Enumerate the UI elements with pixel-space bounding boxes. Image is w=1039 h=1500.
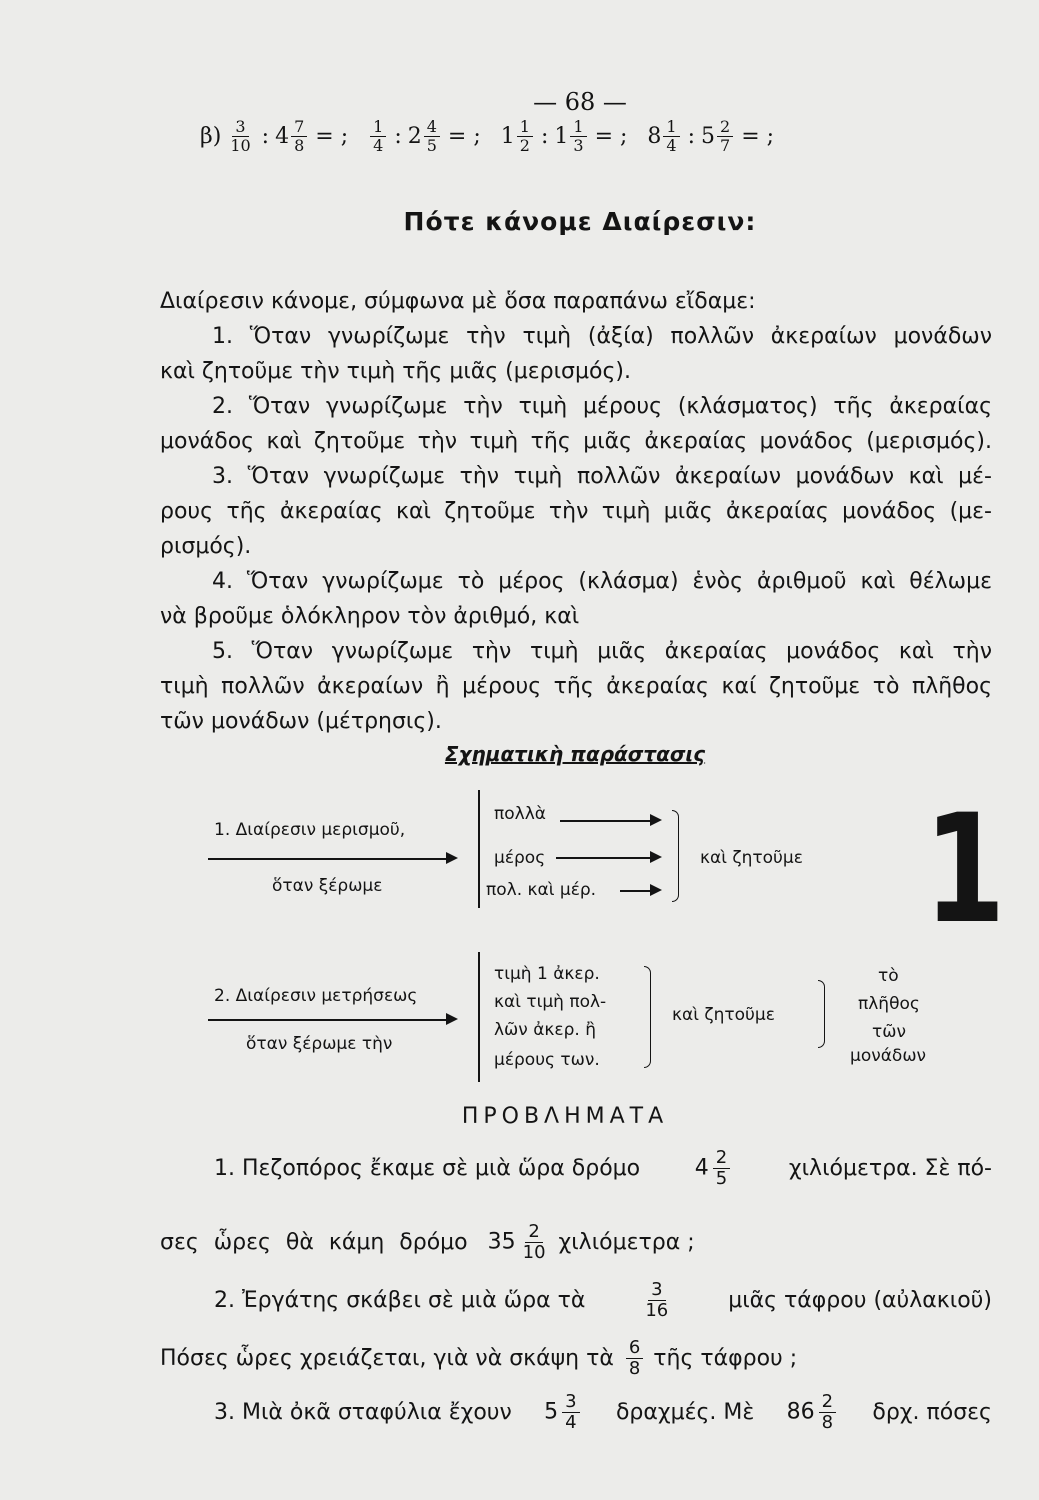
- problems-title: ΠΡΟΒΛΗΜΑΤΑ: [461, 1104, 669, 1129]
- case2-item: μέρους των.: [494, 1050, 600, 1070]
- item-arrow-line: [620, 890, 652, 892]
- case2-target: τῶν: [872, 1022, 906, 1042]
- paragraph-line: 3. Ὅταν γνωρίζωμε τὴν τιμὴ πολλῶν ἀκεραίων μονάδων καὶ μέ-: [212, 464, 992, 489]
- fraction: $\frac{1}{2}$: [517, 118, 533, 155]
- fraction: $\frac{7}{8}$: [291, 118, 307, 155]
- paragraph-line: καὶ ζητοῦμε τὴν τιμὴ τῆς μιᾶς (μερισμός).: [160, 359, 631, 384]
- right-brace: [672, 810, 679, 902]
- exercise-item: $\frac{1}{4}$ : 2 $\frac{4}{5}$ = ;: [368, 118, 487, 155]
- page-number: — 68 —: [533, 88, 627, 116]
- arrow-head: [650, 851, 662, 863]
- case1-item: μέρος: [494, 848, 546, 868]
- chapter-marker: 1: [924, 783, 1006, 957]
- fraction: $\frac{2}{7}$: [717, 118, 733, 155]
- problem-3-line-1: 3. Μιὰ ὀκᾶ σταφύλια ἔχουν 5 $\frac{3}{4}$ δραχμές. Μὲ 86 $\frac{2}{8}$ δρχ. πόσες: [214, 1391, 992, 1433]
- case2-arrow-line: [208, 1019, 448, 1021]
- mixed-number: 5 $\frac{3}{4}$: [544, 1392, 583, 1433]
- exercise-row: [200, 118, 794, 155]
- diagram-title: Σχηματικὴ παράστασις: [444, 742, 706, 766]
- paragraph-line: Διαίρεσιν κάνομε, σύμφωνα μὲ ὅσα παραπάνω εἴδαμε:: [160, 289, 756, 314]
- fraction: $\frac{4}{5}$: [424, 118, 440, 155]
- case1-item: πολ. καὶ μέρ.: [486, 880, 597, 900]
- section-heading: Πότε κάνομε Διαίρεσιν:: [403, 207, 757, 236]
- case2-sub: ὅταν ξέρωμε τὴν: [246, 1034, 393, 1054]
- fraction: $\frac{6}{8}$: [622, 1338, 647, 1379]
- case1-sub: ὅταν ξέρωμε: [272, 876, 383, 896]
- fraction: $\frac{1}{4}$: [370, 118, 386, 155]
- case1-arrow-line: [208, 858, 448, 860]
- right-brace: [644, 966, 651, 1068]
- problem-2-line-2: Πόσες ὧρες χρειάζεται, γιὰ νὰ σκάψη τὰ $\frac{6}{8}$ τῆς τάφρου ;: [160, 1337, 798, 1379]
- case2-label: 2. Διαίρεσιν μετρήσεως: [214, 986, 418, 1006]
- item-arrow-line: [556, 857, 652, 859]
- paragraph-line: τιμὴ πολλῶν ἀκεραίων ἢ μέρους τῆς ἀκεραίας καί ζητοῦμε τὸ πλῆθος: [160, 674, 992, 699]
- arrow-head: [446, 852, 458, 864]
- arrow-head: [446, 1013, 458, 1025]
- paragraph-line: 5. Ὅταν γνωρίζωμε τὴν τιμὴ μιᾶς ἀκεραίας μονάδος καὶ τὴν: [212, 639, 992, 664]
- arrow-head: [650, 884, 662, 896]
- case2-divider: [478, 952, 480, 1082]
- case2-target: πλῆθος: [858, 994, 920, 1014]
- paragraph-line: νὰ βροῦμε ὁλόκληρον τὸν ἀριθμό, καὶ: [160, 604, 580, 629]
- fraction: $\frac{1}{4}$: [663, 118, 679, 155]
- exercise-item: $\frac{3}{10}$ : 4 $\frac{7}{8}$ = ;: [225, 118, 354, 155]
- case1-result: καὶ ζητοῦμε: [700, 848, 803, 868]
- paragraph-line: μονάδος καὶ ζητοῦμε τὴν τιμὴ τῆς μιᾶς ἀκεραίας μονάδος (μερισμός).: [160, 429, 992, 454]
- paragraph-line: ρισμός).: [160, 534, 252, 559]
- fraction: $\frac{3}{10}$: [230, 117, 251, 155]
- problem-1-line-2: σες ὧρες θὰ κάμη δρόμο 35 $\frac{2}{10}$ χιλιόμετρα ;: [160, 1221, 695, 1263]
- problem-2-line-1: 2. Ἐργάτης σκάβει σὲ μιὰ ὥρα τὰ $\frac{3}{16}$ μιᾶς τάφρου (αὐλακιοῦ): [214, 1279, 992, 1321]
- mixed-number: 86 $\frac{2}{8}$: [787, 1392, 840, 1433]
- fraction: $\frac{3}{16}$: [645, 1279, 669, 1321]
- mixed-number: 4 $\frac{2}{5}$: [695, 1148, 734, 1189]
- arrow-head: [650, 814, 662, 826]
- paragraph-line: 4. Ὅταν γνωρίζωμε τὸ μέρος (κλάσμα) ἑνὸς ἀριθμοῦ καὶ θέλωμε: [212, 569, 992, 594]
- right-brace: [818, 980, 825, 1048]
- exercise-item: 8 $\frac{1}{4}$ : 5 $\frac{2}{7}$ = ;: [647, 117, 775, 155]
- paragraph-line: 2. Ὅταν γνωρίζωμε τὴν τιμὴ μέρους (κλάσματος) τῆς ἀκεραίας: [212, 394, 992, 419]
- paragraph-line: 1. Ὅταν γνωρίζωμε τὴν τιμὴ (ἀξία) πολλῶν ἀκεραίων μονάδων: [212, 324, 992, 349]
- case1-label: 1. Διαίρεσιν μερισμοῦ,: [214, 820, 406, 840]
- case2-item: καὶ τιμὴ πολ-: [494, 992, 607, 1012]
- case1-item: πολλὰ: [494, 804, 546, 824]
- fraction: $\frac{1}{3}$: [570, 118, 586, 155]
- item-arrow-line: [560, 820, 652, 822]
- problem-1-line-1: 1. Πεζοπόρος ἔκαμε σὲ μιὰ ὥρα δρόμο 4 $\frac{2}{5}$ χιλιόμετρα. Σὲ πό-: [214, 1147, 992, 1189]
- case2-result: καὶ ζητοῦμε: [672, 1005, 775, 1025]
- case1-divider: [478, 790, 480, 908]
- case2-target: τὸ: [878, 966, 899, 986]
- exercise-item: 1 $\frac{1}{2}$ : 1 $\frac{1}{3}$ = ;: [500, 117, 628, 155]
- paragraph-line: τῶν μονάδων (μέτρησις).: [160, 709, 442, 734]
- case2-item: τιμὴ 1 ἀκερ.: [494, 964, 600, 984]
- case2-target: μονάδων: [850, 1046, 927, 1066]
- mixed-number: 35 $\frac{2}{10}$: [487, 1221, 546, 1263]
- body-text: [160, 284, 992, 739]
- exercise-label: β): [200, 124, 222, 149]
- paragraph-line: ρους τῆς ἀκεραίας καὶ ζητοῦμε τὴν τιμὴ μιᾶς ἀκεραίας μονάδος (με-: [160, 499, 992, 524]
- case2-item: λῶν ἀκερ. ἢ: [494, 1020, 596, 1040]
